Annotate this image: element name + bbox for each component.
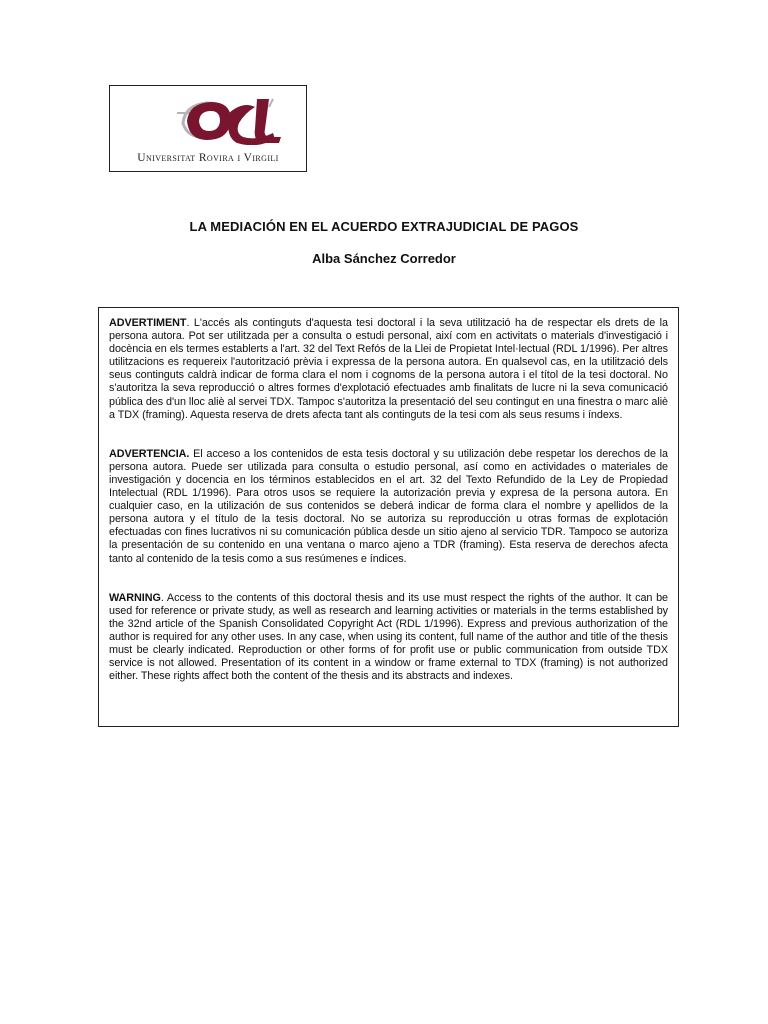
notice-spanish-heading: ADVERTENCIA. <box>109 447 190 460</box>
notice-catalan-heading: ADVERTIMENT <box>109 317 187 329</box>
notice-spanish <box>109 448 668 566</box>
thesis-title: LA MEDIACIÓN EN EL ACUERDO EXTRAJUDICIAL DE PAGOS <box>189 219 579 234</box>
notice-catalan-text: . L'accés als continguts d'aquesta tesi doctoral i la seva utilització ha de respectar els drets de la persona autora. Pot ser utilitzada per a consulta o estudi personal, així com en activitats o materials d'investigació i docència en els termes establerts a l'art. 32 del Text Refós de la Llei de Propietat Intel·lectual (RDL 1/1996). Per altres utilitzacions es requereix l'autorització prèvia i expressa de la persona autora. En qualsevol cas, en la utilització dels seus continguts caldrà indicar de forma clara el nom i cognoms de la persona autora i el títol de la tesi doctoral. No s'autoritza la seva reproducció o altres formes d'explotació efectuades amb finalitats de lucre ni la seva comunicació pública des d'un lloc aliè al servei TDX. Tampoc s'autoritza la presentació del seu contingut en una finestra o marc aliè a TDX (framing). Aquesta reserva de drets afecta tant als continguts de la tesi com als seus resums i índexs. <box>109 317 668 421</box>
notice-spanish-text: El acceso a los contenidos de esta tesis doctoral y su utilización debe respetar los derechos de la persona autora. Puede ser utilizada para consulta o estudio personal, así como en actividades o materiales de investigación y docencia en los términos establecidos en el art. 32 del Texto Refundido de la Ley de Propiedad Intelectual (RDL 1/1996). Para otros usos se requiere la autorización previa y expresa de la persona autora. En cualquier caso, en la utilización de sus contenidos se deberá indicar de forma clara el nombre y apellidos de la persona autora y el título de la tesis doctoral. No se autoriza su reproducción u otras formas de explotación efectuadas con fines lucrativos ni su comunicación pública desde un sitio ajeno al servicio TDR. Tampoco se autoriza la presentación de su contenido en una ventana o marco ajeno a TDR (framing). Esta reserva de derechos afecta tanto al contenido de la tesis como a sus resúmenes e índices. <box>109 447 668 565</box>
notice-catalan <box>109 317 668 422</box>
thesis-author: Alba Sánchez Corredor <box>312 251 456 266</box>
university-logo-icon <box>173 93 293 145</box>
notice-english <box>109 592 668 684</box>
notice-english-heading: WARNING <box>109 591 161 604</box>
university-logo-box <box>109 85 307 172</box>
university-name: Universitat Rovira i Virgili <box>137 152 279 164</box>
rights-notice-box <box>98 307 679 727</box>
notice-english-text: . Access to the contents of this doctoral thesis and its use must respect the rights of the author. It can be used for reference or private study, as well as research and learning activities or materials in the terms established by the 32nd article of the Spanish Consolidated Copyright Act (RDL 1/1996). Express and previous authorization of the author is required for any other uses. In any case, when using its content, full name of the author and title of the thesis must be clearly indicated. Reproduction or other forms of for profit use or public communication from outside TDX service is not allowed. Presentation of its content in a window or frame external to TDX (framing) is not authorized either. These rights affect both the content of the thesis and its abstracts and indexes. <box>109 591 668 683</box>
